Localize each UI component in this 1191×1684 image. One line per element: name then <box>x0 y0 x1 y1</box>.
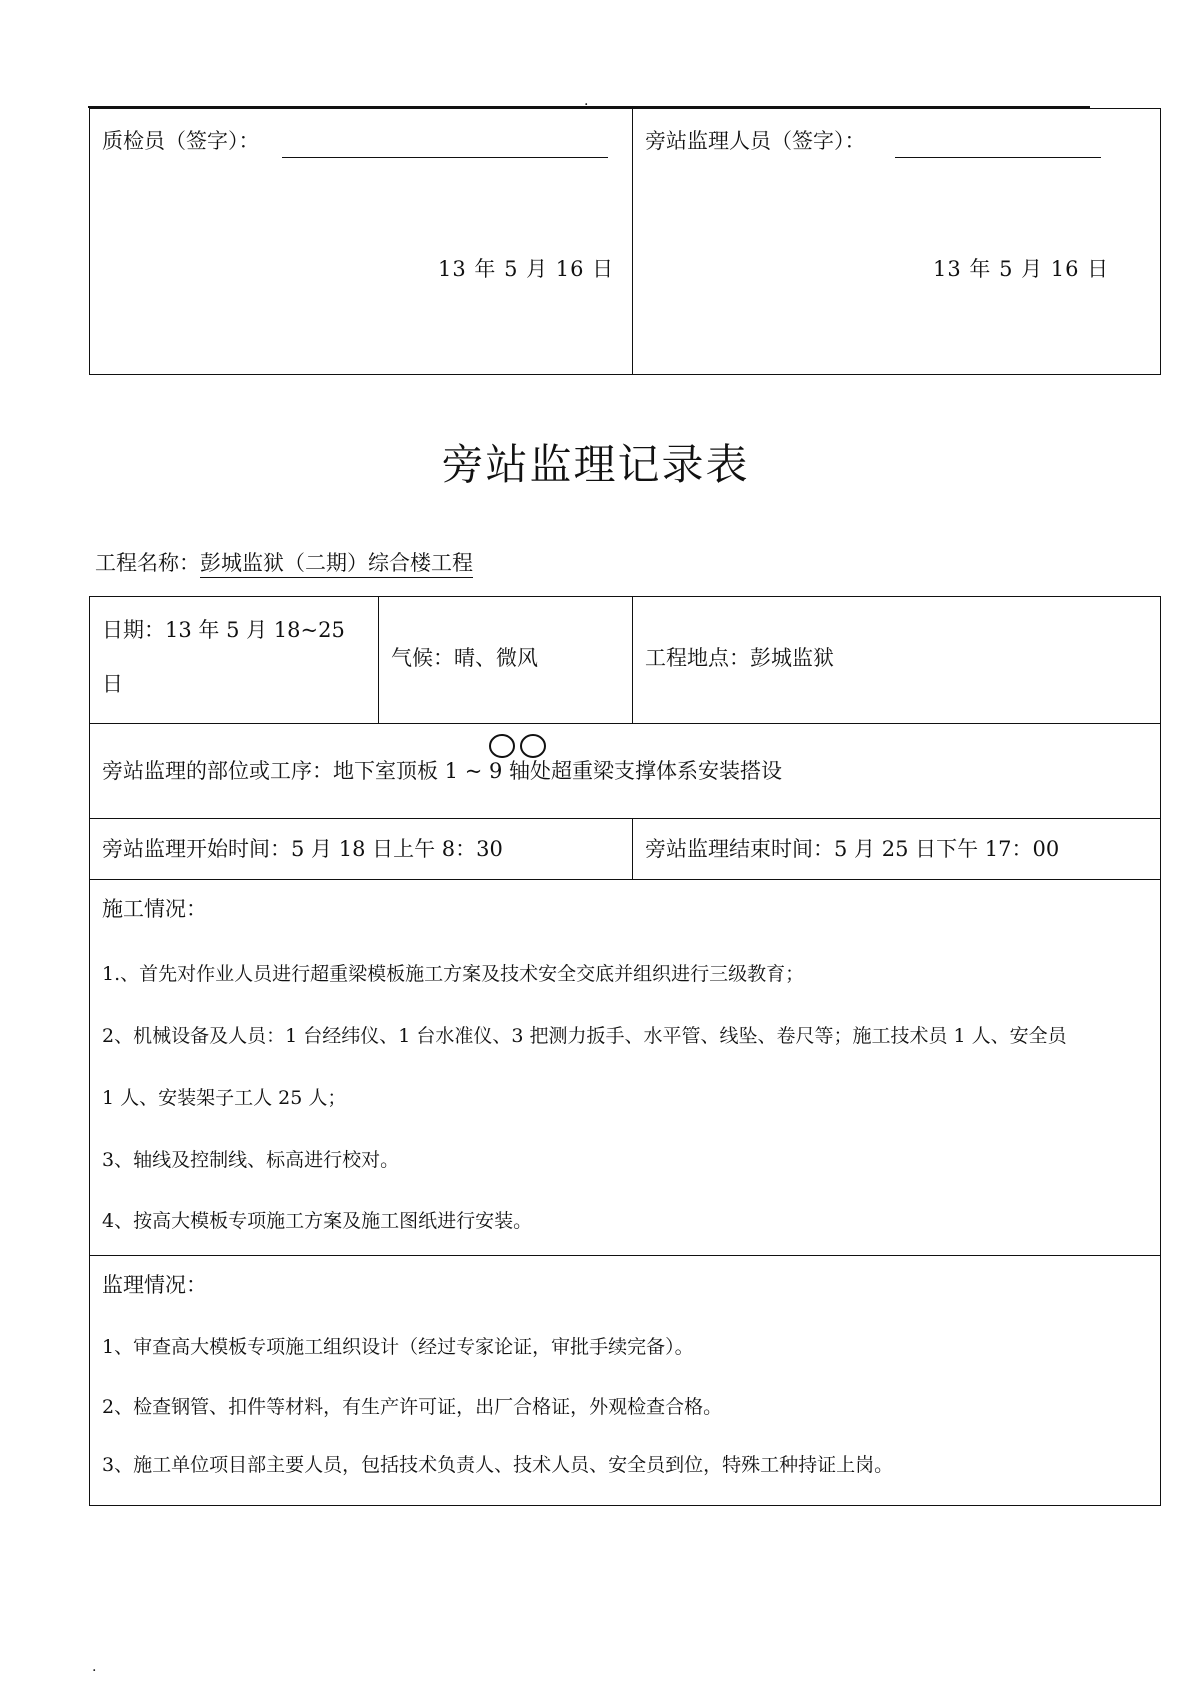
date-cell <box>90 597 379 724</box>
construction-item: 4、按高大模板专项施工方案及施工图纸进行安装。 <box>102 1210 533 1232</box>
part-process-text: 旁站监理的部位或工序：地下室顶板 1 ~ 9 轴处超重梁支撑体系安装搭设 <box>102 759 783 783</box>
construction-item: 1 人、安装架子工人 25 人； <box>102 1087 347 1109</box>
supervision-item: 1、审查高大模板专项施工组织设计（经过专家论证，审批手续完备）。 <box>102 1336 694 1358</box>
supervisor-signature-date: 13 年 5 月 16 日 <box>933 257 1110 281</box>
start-time-cell <box>90 819 633 880</box>
end-time-cell <box>633 819 1161 880</box>
supervisor-signature-cell <box>633 109 1161 375</box>
qc-signature-date: 13 年 5 月 16 日 <box>438 257 615 281</box>
part-process-cell <box>90 724 1161 819</box>
qc-signature-line <box>282 157 608 158</box>
supervision-item: 2、检查钢管、扣件等材料，有生产许可证，出厂合格证，外观检查合格。 <box>102 1396 723 1418</box>
signature-table <box>89 108 1161 375</box>
construction-item: 2、机械设备及人员：1 台经纬仪、1 台水准仪、3 把测力扳手、水平管、线坠、卷尺等；施工技术员 1 人、安全员 <box>102 1025 1067 1047</box>
supervision-section <box>90 1256 1161 1506</box>
weather-text: 气候：晴、微风 <box>391 646 538 670</box>
construction-section <box>90 880 1161 1256</box>
handwritten-mark-icon <box>488 730 548 760</box>
construction-item: 3、轴线及控制线、标高进行校对。 <box>102 1149 400 1171</box>
date-line-1: 日期：13 年 5 月 18~25 <box>102 618 345 642</box>
weather-cell <box>379 597 633 724</box>
qc-signature-cell <box>90 109 633 375</box>
page-title: 旁站监理记录表 <box>441 440 750 489</box>
project-name-value: 彭城监狱（二期）综合楼工程 <box>200 551 473 578</box>
supervision-heading: 监理情况： <box>102 1273 207 1297</box>
qc-signature-label: 质检员（签字）： <box>102 129 260 153</box>
supervision-item: 3、施工单位项目部主要人员，包括技术负责人、技术人员、安全员到位，特殊工种持证上岗。 <box>102 1454 894 1476</box>
construction-item: 1.、首先对作业人员进行超重梁模板施工方案及技术安全交底并组织进行三级教育； <box>102 963 805 985</box>
project-name-label: 工程名称： <box>95 551 200 575</box>
construction-heading: 施工情况： <box>102 897 207 921</box>
footer-dot: . <box>92 1659 97 1675</box>
end-time-text: 旁站监理结束时间：5 月 25 日下午 17：00 <box>645 837 1060 861</box>
location-cell <box>633 597 1161 724</box>
location-text: 工程地点：彭城监狱 <box>645 646 834 670</box>
supervisor-signature-line <box>895 157 1101 158</box>
project-name <box>95 548 473 578</box>
record-table <box>89 596 1161 1506</box>
supervisor-signature-label: 旁站监理人员（签字）： <box>645 129 866 153</box>
start-time-text: 旁站监理开始时间：5 月 18 日上午 8：30 <box>102 837 503 861</box>
date-line-2: 日 <box>102 672 123 696</box>
header-dot: . <box>584 93 589 109</box>
